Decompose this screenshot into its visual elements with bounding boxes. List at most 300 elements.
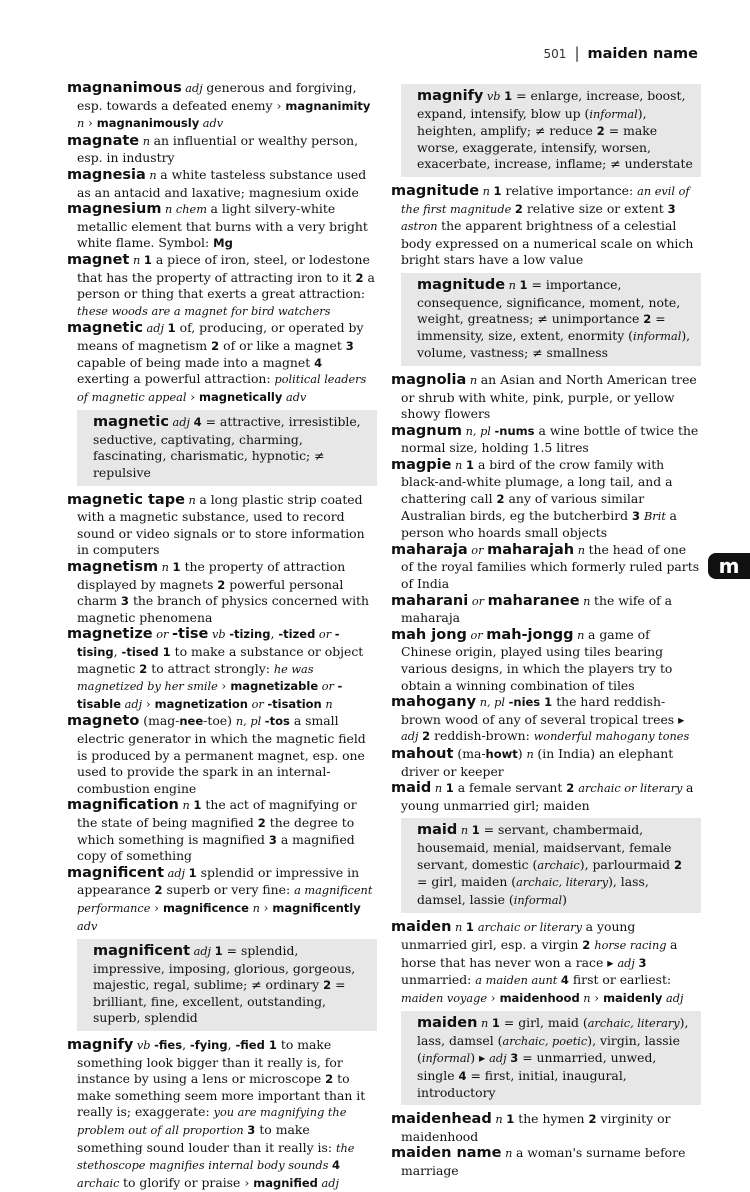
- definition-text: powerful personal charm: [77, 576, 344, 609]
- bold-form: 3: [667, 201, 676, 216]
- definition-text: ›: [594, 989, 604, 1005]
- bold-form: 1: [193, 798, 206, 813]
- bold-form: magnetically: [199, 389, 283, 404]
- label-italic: n: [501, 1147, 516, 1161]
- dictionary-entry: [391, 542, 701, 593]
- label-italic: n: [158, 561, 173, 575]
- bold-form: 1: [214, 944, 227, 959]
- bold-form: 2: [582, 937, 595, 952]
- bold-form: 1: [268, 1038, 281, 1053]
- bold-form: -tising: [77, 627, 340, 659]
- bold-form: 2: [496, 492, 509, 507]
- definition-text: ), parlourmaid: [579, 856, 674, 872]
- definition-text: to make something look bigger than it really is, for instance by using a lens or microscope: [77, 1037, 343, 1087]
- bold-form: 3: [247, 1123, 260, 1138]
- label-italic: n: [579, 594, 595, 608]
- label-italic: informal: [633, 329, 682, 343]
- label-italic: n, pl: [476, 696, 509, 710]
- label-italic: or: [466, 628, 487, 642]
- label-italic: adj: [401, 730, 423, 744]
- definition-text: = servant, chambermaid, housemaid, menial, maidservant, female servant, domestic (: [417, 822, 672, 872]
- definition-text: ), heighten, amplify; ≠ reduce: [417, 105, 647, 139]
- definition-text: = unmarried, unwed, single: [417, 1050, 657, 1084]
- label-italic: n: [184, 493, 200, 507]
- definition-text: ›: [244, 1174, 254, 1190]
- label-italic: archaic: [537, 858, 580, 872]
- bold-form: 1: [172, 560, 185, 575]
- thesaurus-box: [77, 939, 377, 1031]
- bold-form: maidenly: [603, 990, 663, 1005]
- dictionary-entry: [391, 1111, 701, 1145]
- label-italic: adj: [317, 1176, 339, 1190]
- bold-form: 2: [355, 270, 368, 285]
- headword: magnanimous: [67, 80, 182, 96]
- bold-form: 2: [257, 815, 270, 830]
- definition-text: ): [470, 1050, 479, 1066]
- label-italic: adv: [199, 117, 224, 131]
- bold-form: 2: [139, 661, 152, 676]
- headword: magnum: [391, 422, 463, 439]
- dictionary-entry: [67, 559, 377, 626]
- headword: magnate: [67, 132, 140, 149]
- label-italic: or: [318, 680, 338, 694]
- definition-text: first or earliest:: [572, 972, 672, 988]
- label-italic: n: [145, 168, 161, 182]
- label-italic: the stethoscope magnifies internal body sounds: [77, 1141, 355, 1173]
- label-italic: adj: [489, 1052, 511, 1066]
- bold-form: 3: [268, 832, 281, 847]
- thesaurus-box: [77, 410, 377, 485]
- bold-form: 2: [566, 781, 579, 796]
- label-italic: maiden voyage: [401, 991, 491, 1005]
- definition-text: the wife of a maharaja: [401, 592, 673, 626]
- label-italic: or: [467, 543, 488, 557]
- definition-text: to make a substance or object magnetic: [77, 644, 364, 676]
- bold-form: 3: [120, 594, 133, 609]
- dictionary-entry: [67, 626, 377, 713]
- label-italic: adj: [121, 697, 146, 711]
- label-italic: you are magnifying the problem out of all proportion: [77, 1106, 347, 1138]
- headword: magnification: [67, 797, 179, 814]
- dictionary-entry: [391, 694, 701, 746]
- bold-form: 1: [544, 695, 557, 710]
- bold-form: 2: [588, 1112, 601, 1127]
- headword: mah jong: [391, 626, 467, 643]
- label-italic: or: [152, 628, 172, 642]
- bold-form: 2: [674, 857, 683, 872]
- headword: maharani: [391, 592, 469, 609]
- headword: magneto: [67, 713, 140, 730]
- label-italic: n: [139, 134, 154, 148]
- bold-form: howt: [485, 746, 518, 761]
- bold-form: 2: [154, 883, 167, 898]
- label-italic: archaic: [77, 1176, 124, 1190]
- dictionary-entry: [391, 1145, 701, 1179]
- headword: -tise: [172, 626, 209, 643]
- headword: maiden: [391, 919, 452, 936]
- bold-form: magnificence: [162, 900, 249, 915]
- definition-text: virginity or maidenhood: [401, 1111, 671, 1144]
- bold-form: 3: [345, 338, 354, 353]
- bold-form: 1: [471, 823, 484, 838]
- label-italic: n: [431, 782, 446, 796]
- dictionary-entry: [391, 780, 701, 814]
- label-italic: adj: [168, 416, 194, 430]
- label-italic: Brit: [644, 509, 670, 523]
- definition-text: a long plastic strip coated with a magnetic substance, used to record sound or video signals or to store information in computers: [77, 491, 365, 558]
- label-italic: n: [451, 921, 466, 935]
- label-italic: n: [129, 253, 144, 267]
- label-italic: adj: [164, 866, 189, 880]
- definition-text: exerting a powerful attraction:: [77, 371, 275, 387]
- definition-text: to make something sound louder than it really is:: [77, 1122, 336, 1155]
- bold-form: 4: [560, 973, 573, 988]
- definition-text: the property of attraction displayed by magnets: [77, 559, 346, 592]
- headword: maid: [417, 822, 458, 839]
- definition-text: ▸: [607, 954, 618, 970]
- headword: magnitude: [391, 182, 480, 199]
- bold-form: magnanimously: [96, 116, 200, 131]
- definition-text: a game of Chinese origin, played using tiles bearing various designs, in which the players try to obtain a winning combination of tiles: [401, 626, 673, 693]
- headword: magnify: [67, 1037, 134, 1054]
- label-italic: vb: [133, 1039, 155, 1053]
- bold-form: magnified: [253, 1175, 318, 1190]
- label-italic: or: [247, 697, 268, 711]
- bold-form: -nums: [494, 423, 539, 438]
- definition-text: ›: [145, 695, 155, 711]
- label-italic: n: [466, 373, 481, 387]
- label-italic: adj: [181, 82, 207, 95]
- bold-form: 2: [643, 312, 656, 327]
- definition-text: a wine bottle of twice the normal size, holding 1.5 litres: [401, 422, 699, 456]
- headword: maiden: [417, 1015, 478, 1032]
- headword: maiden name: [391, 1145, 502, 1162]
- label-italic: n: [579, 991, 595, 1005]
- definition-text: = brilliant, fine, excellent, outstanding, superb, splendid: [93, 977, 346, 1026]
- definition-text: splendid or impressive in appearance: [77, 864, 360, 898]
- dictionary-entry: [67, 713, 377, 797]
- bold-form: -fied: [235, 1038, 269, 1053]
- definition-text: ), volume, vastness; ≠ smallness: [417, 327, 691, 361]
- headword: magnetic: [67, 320, 143, 337]
- dictionary-entry: [391, 919, 701, 1007]
- definition-text: = importance, consequence, significance, moment, note, weight, greatness; ≠ unimportance: [417, 276, 681, 327]
- running-header: [544, 44, 698, 62]
- bold-form: 4: [193, 415, 206, 430]
- label-italic: adv: [282, 390, 307, 404]
- definition-text: an influential or wealthy person, esp. in industry: [77, 132, 359, 166]
- bold-form: -fies: [154, 1038, 183, 1053]
- label-italic: horse racing: [594, 938, 671, 952]
- definition-text: relative importance:: [505, 182, 638, 198]
- header-separator: |: [574, 44, 580, 62]
- definition-text: of, producing, or operated by means of magnetism: [77, 320, 364, 353]
- label-italic: a maiden aunt: [475, 974, 561, 988]
- label-italic: archaic or literary: [578, 782, 687, 796]
- label-italic: n: [178, 799, 194, 813]
- label-italic: n chem: [161, 203, 211, 217]
- bold-form: -tisation: [267, 696, 322, 711]
- definition-text: = girl, maiden (: [417, 874, 517, 890]
- label-italic: n: [321, 697, 333, 711]
- definition-text: ,: [113, 644, 122, 659]
- definition-text: a young unmarried girl, esp. a virgin: [401, 919, 636, 952]
- bold-form: 2: [323, 978, 336, 993]
- label-italic: n, pl: [462, 424, 495, 438]
- bold-form: 1: [519, 277, 532, 292]
- headword: maidenhead: [391, 1111, 492, 1128]
- definition-text: ), lass, damsel, lassie (: [417, 874, 649, 907]
- bold-form: -tized: [278, 627, 316, 642]
- headword: magnesium: [67, 201, 162, 218]
- label-italic: n: [249, 901, 264, 915]
- definition-text: to glorify or praise: [123, 1174, 245, 1190]
- definition-text: = attractive, irresistible, seductive, captivating, charming, fascinating, charismatic, hypnotic; ≠ repulsive: [93, 414, 361, 481]
- thumb-index-tab: m: [708, 553, 750, 579]
- definition-text: = splendid, impressive, imposing, glorious, gorgeous, majestic, regal, sublime; ≠ ordinary: [93, 943, 356, 993]
- label-italic: adj: [190, 945, 215, 959]
- bold-form: 1: [445, 781, 458, 796]
- bold-form: 4: [314, 355, 323, 370]
- label-italic: n: [505, 278, 520, 292]
- label-italic: n: [451, 458, 466, 472]
- definition-text: ›: [221, 678, 231, 694]
- label-italic: wonderful mahogany tones: [533, 730, 690, 744]
- headword: magnetism: [67, 559, 159, 576]
- label-italic: archaic, literary: [587, 1017, 680, 1031]
- definition-text: superb or very fine:: [166, 882, 295, 898]
- definition-text: = immensity, size, extent, enormity (: [417, 311, 666, 343]
- label-italic: informal: [421, 1052, 471, 1066]
- headword: maharajah: [487, 541, 575, 558]
- bold-form: 1: [143, 252, 156, 267]
- label-italic: vb: [483, 90, 505, 103]
- dictionary-entry: [391, 627, 701, 694]
- bold-form: 1: [167, 321, 180, 336]
- definition-text: ), virgin, lassie (: [417, 1032, 680, 1066]
- bold-form: 1: [188, 865, 201, 880]
- bold-form: 1: [491, 1016, 504, 1031]
- definition-text: ›: [276, 97, 286, 113]
- definition-text: ›: [87, 115, 97, 131]
- headword: magnolia: [391, 371, 467, 388]
- definition-text: a person or thing that exerts a great attraction:: [77, 269, 375, 302]
- definition-text: the degree to which something is magnified: [77, 814, 355, 847]
- definition-text: a woman's surname before marriage: [401, 1145, 686, 1179]
- definition-text: the act of magnifying or the state of being magnified: [77, 797, 357, 830]
- definition-text: ): [562, 891, 567, 907]
- label-italic: vb: [208, 628, 230, 642]
- label-italic: astron: [401, 220, 442, 234]
- definition-text: to attract strongly:: [151, 660, 274, 676]
- definition-text: relative size or extent: [526, 200, 668, 216]
- definition-text: a magnified copy of something: [77, 831, 355, 864]
- bold-form: 3: [510, 1051, 523, 1066]
- dictionary-entry: [67, 201, 377, 252]
- headword: magnetic: [93, 414, 169, 431]
- definition-text: ▸: [478, 1050, 490, 1066]
- definition-text: ▸: [678, 711, 685, 727]
- definition-text: = make worse, exaggerate, intensify, worsen, exacerbate, increase, inflame; ≠ understate: [417, 123, 693, 172]
- label-italic: adj: [662, 991, 684, 1005]
- label-italic: adj: [142, 322, 168, 336]
- label-italic: political leaders of magnetic appeal: [77, 373, 367, 404]
- headword: magnificent: [67, 864, 164, 881]
- bold-form: 2: [325, 1072, 338, 1087]
- definition-text: the apparent brightness of a celestial body expressed on a numerical scale on which bright stars have a low value: [401, 218, 694, 268]
- dictionary-entry: [67, 80, 377, 133]
- definition-text: ›: [490, 989, 500, 1005]
- bold-form: -tizing: [229, 627, 271, 642]
- bold-form: 1: [493, 183, 506, 198]
- label-italic: archaic or literary: [477, 921, 586, 935]
- definition-text: ›: [154, 899, 163, 915]
- bold-form: 2: [217, 577, 230, 592]
- bold-form: -tisable: [77, 679, 343, 711]
- label-italic: n: [574, 543, 589, 557]
- bold-form: 1: [465, 457, 478, 472]
- bold-form: magnanimity: [285, 98, 371, 113]
- headword: magnificent: [93, 943, 190, 960]
- label-italic: informal: [513, 893, 563, 907]
- bold-form: -nies: [508, 695, 545, 710]
- definition-text: a bird of the crow family with black-and-white plumage, a long tail, and a chattering call: [401, 456, 673, 507]
- dictionary-entry: [391, 183, 701, 269]
- bold-form: Mg: [213, 236, 233, 251]
- bold-form: 1: [504, 89, 517, 103]
- bold-form: 3: [638, 955, 647, 970]
- label-italic: n: [477, 1017, 492, 1031]
- label-italic: n: [77, 117, 88, 131]
- definition-text: unmarried:: [401, 972, 476, 988]
- headword: maharanee: [487, 592, 580, 609]
- label-italic: informal: [589, 107, 638, 121]
- definition-text: ›: [190, 388, 200, 404]
- headword: magpie: [391, 456, 452, 473]
- definition-text: the hymen: [518, 1111, 589, 1127]
- dictionary-entry: [391, 372, 701, 423]
- definition-text: ›: [263, 899, 273, 915]
- headword: magnet: [67, 251, 130, 268]
- definition-text: a person who hoards small objects: [401, 507, 677, 541]
- dictionary-entry: [67, 252, 377, 320]
- headword: maharaja: [391, 541, 468, 558]
- definition-text: an Asian and North American tree or shrub with white, pink, purple, or yellow showy flowers: [401, 371, 697, 422]
- definition-text: to make something seem more important than it really is; exaggerate:: [77, 1071, 366, 1120]
- dictionary-entry: [67, 865, 377, 935]
- dictionary-entry: [67, 797, 377, 864]
- bold-form: magnetization: [154, 696, 248, 711]
- definition-text: ), lass, damsel (: [417, 1015, 689, 1048]
- definition-text: capable of being made into a magnet: [77, 354, 315, 370]
- definition-text: ,: [270, 626, 279, 642]
- bold-form: 4: [458, 1069, 471, 1084]
- bold-form: 1: [465, 920, 478, 935]
- right-column: [391, 80, 701, 1180]
- label-italic: these woods are a magnet for bird watchers: [77, 304, 331, 318]
- label-italic: n: [573, 628, 589, 642]
- bold-form: 2: [596, 124, 609, 139]
- bold-form: 3: [631, 508, 644, 523]
- bold-form: 4: [332, 1158, 341, 1173]
- definition-text: a female servant: [457, 780, 567, 796]
- definition-text: the head of one of the royal families which formerly ruled parts of India: [401, 541, 700, 592]
- definition-text: of or like a magnet: [223, 337, 346, 353]
- label-italic: archaic, poetic: [502, 1034, 588, 1048]
- dictionary-entry: [67, 492, 377, 559]
- label-italic: a magnificent performance: [77, 884, 373, 915]
- label-italic: adv: [77, 919, 98, 933]
- bold-form: 1: [506, 1112, 519, 1127]
- left-column: [67, 80, 377, 1192]
- headword: magnetize: [67, 626, 153, 643]
- bold-form: -tised: [121, 645, 163, 659]
- label-italic: adj: [617, 956, 639, 970]
- headword: mahout: [391, 745, 454, 762]
- bold-form: 2: [514, 201, 527, 216]
- thesaurus-box: [401, 273, 701, 366]
- definition-text: = girl, maid (: [503, 1015, 588, 1031]
- label-italic: or: [315, 628, 335, 642]
- bold-form: 2: [211, 338, 224, 353]
- bold-form: magnetizable: [230, 679, 319, 694]
- definition-text: a white tasteless substance used as an antacid and laxative; magnesium oxide: [77, 166, 367, 200]
- bold-form: 1: [162, 645, 175, 659]
- label-italic: n, pl: [235, 715, 265, 729]
- definition-text: a small electric generator in which the magnetic field is produced by a permanent magnet, esp. one used to provide the spark in an internal-combustion engine: [77, 713, 366, 796]
- definition-text: a piece of iron, steel, or lodestone that has the property of attracting iron to it: [77, 251, 370, 285]
- definition-text: (ma-: [453, 745, 486, 761]
- headword: maid: [391, 780, 432, 797]
- dictionary-entry: [391, 457, 701, 542]
- headword: magnitude: [417, 276, 506, 293]
- definition-text: a young unmarried girl; maiden: [401, 780, 694, 813]
- dictionary-entry: [391, 423, 701, 457]
- label-italic: n: [479, 184, 494, 198]
- definition-text: the branch of physics concerned with magnetic phenomena: [77, 593, 369, 625]
- guide-word: maiden name: [587, 46, 698, 62]
- headword: magnetic tape: [67, 491, 185, 508]
- headword: magnify: [417, 88, 484, 104]
- headword: mahogany: [391, 694, 477, 711]
- label-italic: an evil of the first magnitude: [401, 184, 690, 216]
- definition-text: ,: [227, 1037, 236, 1053]
- thesaurus-box: [401, 84, 701, 177]
- definition-text: = enlarge, increase, boost, expand, intensify, blow up (: [417, 88, 686, 121]
- definition-text: -toe): [203, 713, 236, 729]
- dictionary-entry: [67, 133, 377, 167]
- definition-text: any of various similar Australian birds, eg the butcherbird: [401, 491, 645, 523]
- headword: mah-jongg: [486, 626, 574, 643]
- label-italic: n: [457, 824, 472, 838]
- dictionary-entry: [67, 167, 377, 201]
- thesaurus-box: [401, 818, 701, 913]
- bold-form: 2: [422, 729, 435, 744]
- page-number: 501: [543, 47, 567, 61]
- definition-text: (in India) an elephant driver or keeper: [401, 745, 674, 779]
- label-italic: or: [468, 594, 488, 608]
- definition-text: a light silvery-white metallic element that burns with a very bright white flame. Symbol:: [77, 201, 368, 251]
- bold-form: -tos: [264, 714, 294, 729]
- dictionary-entry: [67, 320, 377, 406]
- label-italic: n: [491, 1113, 507, 1127]
- definition-text: ): [517, 745, 527, 761]
- bold-form: nee: [179, 714, 204, 729]
- label-italic: he was magnetized by her smile: [77, 662, 314, 694]
- dictionary-entry: [391, 593, 701, 627]
- definition-text: (mag-: [139, 713, 180, 729]
- definition-text: the hard reddish-brown wood of any of several tropical trees: [401, 694, 679, 727]
